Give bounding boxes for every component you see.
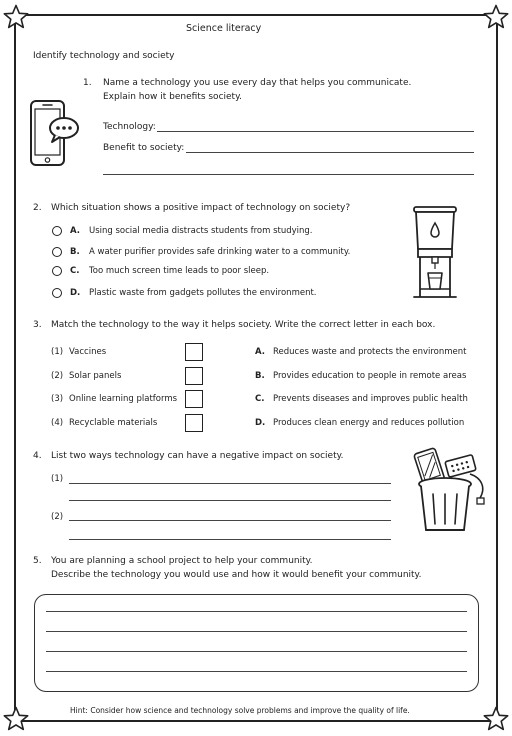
smartphone-chat-icon — [22, 96, 82, 172]
match-box-1[interactable] — [185, 343, 203, 361]
q3-number: 3. — [33, 320, 42, 330]
star-icon — [483, 4, 509, 30]
instruction: Identify technology and society — [33, 51, 175, 61]
match-right-b-text: Provides education to people in remote areas — [273, 371, 467, 381]
star-icon — [3, 4, 29, 30]
match-left-3-num: (3) — [51, 394, 64, 404]
star-icon — [483, 706, 509, 732]
match-left-1-num: (1) — [51, 347, 64, 357]
match-box-4[interactable] — [185, 414, 203, 432]
option-c-text: Too much screen time leads to poor sleep. — [89, 266, 270, 276]
option-b-letter: B. — [70, 247, 80, 257]
q5-answer-line-2[interactable] — [46, 631, 467, 632]
q1-text-line2: Explain how it benefits society. — [103, 92, 242, 102]
match-right-c-text: Prevents diseases and improves public health — [273, 394, 468, 404]
q5-answer-line-4[interactable] — [46, 671, 467, 672]
q5-answer-box[interactable] — [34, 594, 479, 692]
match-left-2-num: (2) — [51, 371, 64, 381]
benefit-label: Benefit to society: — [103, 143, 185, 153]
q5-answer-line-1[interactable] — [46, 611, 467, 612]
star-icon — [3, 706, 29, 732]
match-right-b-letter: B. — [255, 371, 265, 381]
water-purifier-icon — [402, 205, 470, 301]
radio-option-b[interactable] — [52, 247, 62, 257]
q4-item-1-label: (1) — [51, 474, 64, 484]
q5-answer-line-3[interactable] — [46, 651, 467, 652]
match-left-4-text: Recyclable materials — [69, 418, 158, 428]
q4-number: 4. — [33, 451, 42, 461]
option-b-text: A water purifier provides safe drinking water to a community. — [89, 247, 351, 257]
match-left-2-text: Solar panels — [69, 371, 122, 381]
q4-answer-line-2[interactable] — [69, 520, 391, 521]
option-d-text: Plastic waste from gadgets pollutes the environment. — [89, 288, 317, 298]
match-box-3[interactable] — [185, 390, 203, 408]
match-box-2[interactable] — [185, 367, 203, 385]
q5-number: 5. — [33, 556, 42, 566]
match-left-4-num: (4) — [51, 418, 64, 428]
technology-answer-line[interactable] — [157, 131, 474, 132]
q4-item-2-label: (2) — [51, 512, 64, 522]
q3-text: Match the technology to the way it helps society. Write the correct letter in each box. — [51, 320, 436, 330]
q5-text-line1: You are planning a school project to help your community. — [51, 556, 313, 566]
benefit-answer-line-2[interactable] — [103, 174, 474, 175]
q5-text-line2: Describe the technology you would use and how it would benefit your community. — [51, 570, 422, 580]
hint-text: Hint: Consider how science and technology solve problems and improve the quality of life. — [70, 706, 410, 715]
q4-answer-line-1[interactable] — [69, 483, 391, 484]
q4-text: List two ways technology can have a negative impact on society. — [51, 451, 344, 461]
benefit-answer-line[interactable] — [186, 152, 474, 153]
q2-number: 2. — [33, 203, 42, 213]
option-a-letter: A. — [70, 226, 80, 236]
match-right-d-text: Produces clean energy and reduces pollution — [273, 418, 465, 428]
technology-label: Technology: — [103, 122, 156, 132]
match-right-d-letter: D. — [255, 418, 266, 428]
match-right-c-letter: C. — [255, 394, 265, 404]
match-right-a-letter: A. — [255, 347, 265, 357]
option-a-text: Using social media distracts students from studying. — [89, 226, 313, 236]
q4-answer-line-1b[interactable] — [69, 500, 391, 501]
q1-text-line1: Name a technology you use every day that helps you communicate. — [103, 78, 412, 88]
page-title: Science literacy — [186, 23, 262, 34]
option-c-letter: C. — [70, 266, 80, 276]
q4-answer-line-2b[interactable] — [69, 539, 391, 540]
q2-text: Which situation shows a positive impact of technology on society? — [51, 203, 351, 213]
radio-option-c[interactable] — [52, 266, 62, 276]
trash-bin-icon — [408, 444, 492, 536]
q1-number: 1. — [83, 78, 92, 88]
option-d-letter: D. — [70, 288, 81, 298]
match-left-1-text: Vaccines — [69, 347, 107, 357]
match-left-3-text: Online learning platforms — [69, 394, 178, 404]
radio-option-d[interactable] — [52, 288, 62, 298]
radio-option-a[interactable] — [52, 226, 62, 236]
match-right-a-text: Reduces waste and protects the environment — [273, 347, 467, 357]
